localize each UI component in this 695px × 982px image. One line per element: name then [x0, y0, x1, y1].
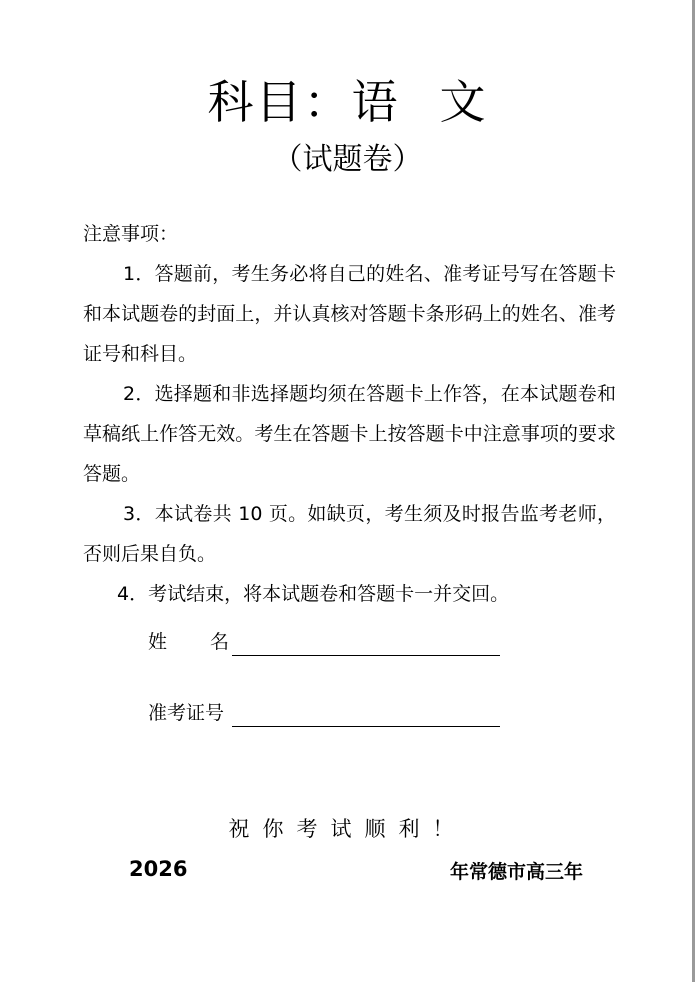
exam-id-field-row [148, 699, 500, 727]
note-item-1-text: ．答题前，考生务必将自己的姓名、准考证号写在答题卡和本试题卷的封面上，并认真核对答题卡条形码上的姓名、准考证号和科目。 [83, 263, 616, 365]
note-item-2-number: 2 [123, 383, 136, 405]
note-item-4-number: 4 [117, 583, 130, 605]
notes-section [83, 214, 616, 614]
exam-id-input-line[interactable] [232, 704, 500, 727]
note-item-3-number: 3 [123, 503, 136, 525]
note-item-3 [83, 494, 616, 574]
exam-title [0, 70, 695, 134]
name-label-second-char: 名 [210, 631, 230, 653]
footer-organization: 年常德市高三年 [450, 861, 584, 883]
name-field-label [148, 628, 232, 656]
note-item-4-text: ．考试结束，将本试题卷和答题卡一并交回。 [129, 583, 510, 605]
name-input-line[interactable] [232, 633, 500, 656]
name-label-first-char: 姓 [148, 631, 168, 653]
note-item-2-text: ．选择题和非选择题均须在答题卡上作答，在本试题卷和草稿纸上作答无效。考生在答题卡上按答题卡中注意事项的要求答题。 [83, 383, 616, 485]
title-subject-tail: 文 [439, 75, 488, 129]
title-subject: 科目：语 [207, 75, 400, 129]
notes-heading: 注意事项： [83, 223, 179, 245]
good-luck-message: 祝你考试顺利！ [228, 817, 467, 841]
footer-year: 2026 [129, 857, 188, 881]
note-item-4 [83, 574, 616, 614]
note-item-1-number: 1 [123, 263, 136, 285]
exam-id-field-label: 准考证号 [148, 702, 225, 724]
note-item-1 [83, 254, 616, 374]
note-item-3-text-post: 页。如缺页，考生须及时报告监考老师，否则后果自负。 [83, 503, 616, 565]
note-item-3-text-pre: ．本试卷共 [135, 503, 239, 525]
note-item-2 [83, 374, 616, 494]
exam-subtitle: （试题卷） [272, 142, 423, 177]
name-field-row [148, 628, 500, 656]
note-item-3-pages: 10 [238, 503, 263, 525]
